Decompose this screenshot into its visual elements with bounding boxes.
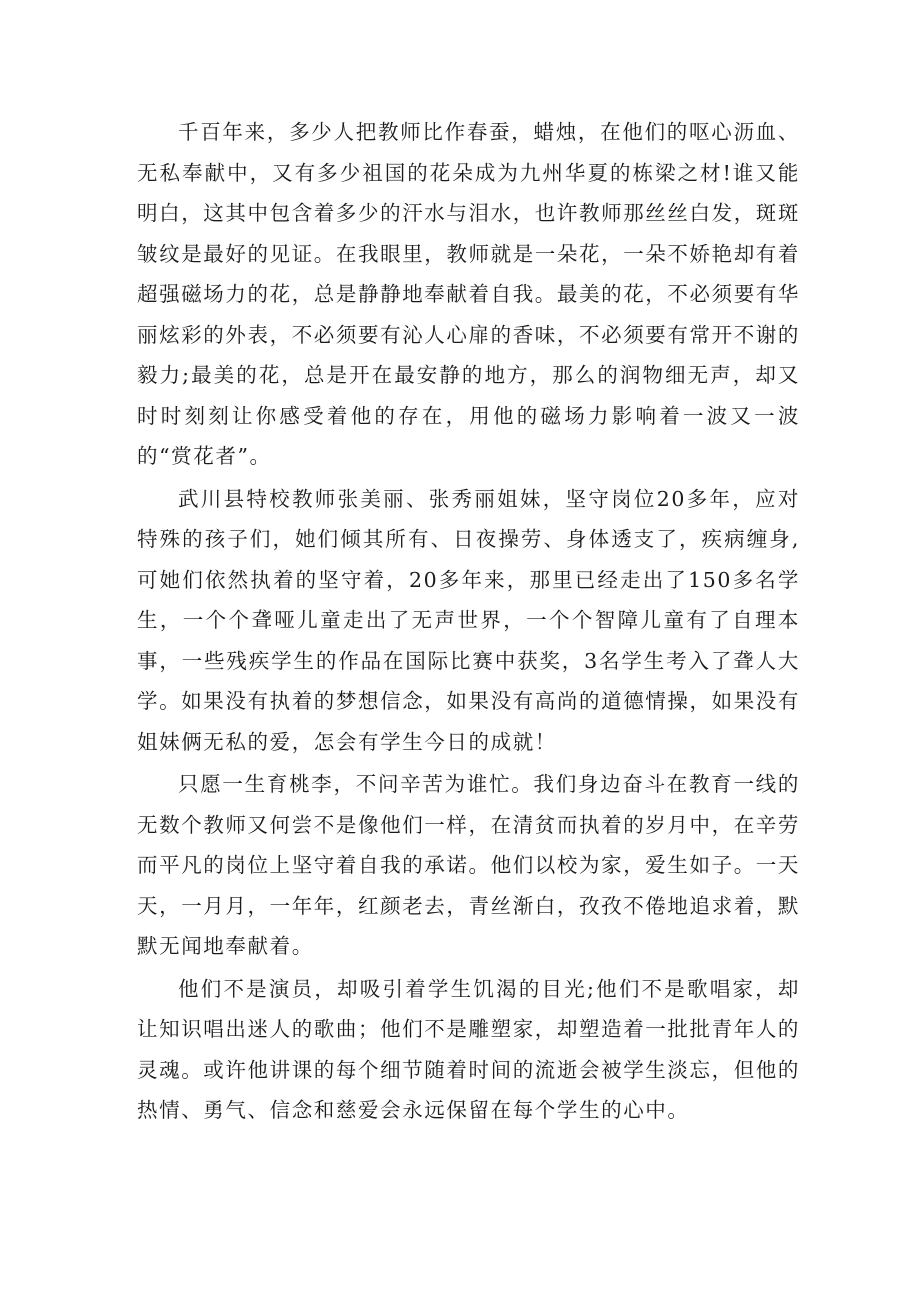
- document-body: [137, 112, 800, 1131]
- paragraph-1: 千百年来，多少人把教师比作春蚕，蜡烛，在他们的呕心沥血、无私奉献中，又有多少祖国的花朵成为九州华夏的栋梁之材!谁又能明白，这其中包含着多少的汗水与泪水，也许教师那丝丝白发，斑斑皱纹是最好的见证。在我眼里，教师就是一朵花，一朵不娇艳却有着超强磁场力的花，总是静静地奉献着自我。最美的花，不必须要有华丽炫彩的外表，不必须要有沁人心扉的香味，不必须要有常开不谢的毅力;最美的花，总是开在最安静的地方，那么的润物细无声，却又时时刻刻让你感受着他的存在，用他的磁场力影响着一波又一波的“赏花者”。: [137, 120, 800, 468]
- paragraph-4: 他们不是演员，却吸引着学生饥渴的目光;他们不是歌唱家，却让知识唱出迷人的歌曲；他们不是雕塑家，却塑造着一批批青年人的灵魂。或许他讲课的每个细节随着时间的流逝会被学生淡忘，但他的热情、勇气、信念和慈爱会永远保留在每个学生的心中。: [137, 976, 800, 1122]
- paragraph-3: 只愿一生育桃李，不问辛苦为谁忙。我们身边奋斗在教育一线的无数个教师又何尝不是像他们一样，在清贫而执着的岁月中，在辛劳而平凡的岗位上坚守着自我的承诺。他们以校为家，爱生如子。一天天，一月月，一年年，红颜老去，青丝渐白，孜孜不倦地追求着，默默无闻地奉献着。: [137, 772, 800, 958]
- paragraph-2: 武川县特校教师张美丽、张秀丽姐妹，坚守岗位20多年，应对特殊的孩子们，她们倾其所有、日夜操劳、身体透支了，疾病缠身,可她们依然执着的坚守着，20多年来，那里已经走出了150多名学生，一个个聋哑儿童走出了无声世界，一个个智障儿童有了自理本事，一些残疾学生的作品在国际比赛中获奖，3名学生考入了聋人大学。如果没有执着的梦想信念，如果没有高尚的道德情操，如果没有姐妹俩无私的爱，怎会有学生今日的成就！: [137, 486, 800, 754]
